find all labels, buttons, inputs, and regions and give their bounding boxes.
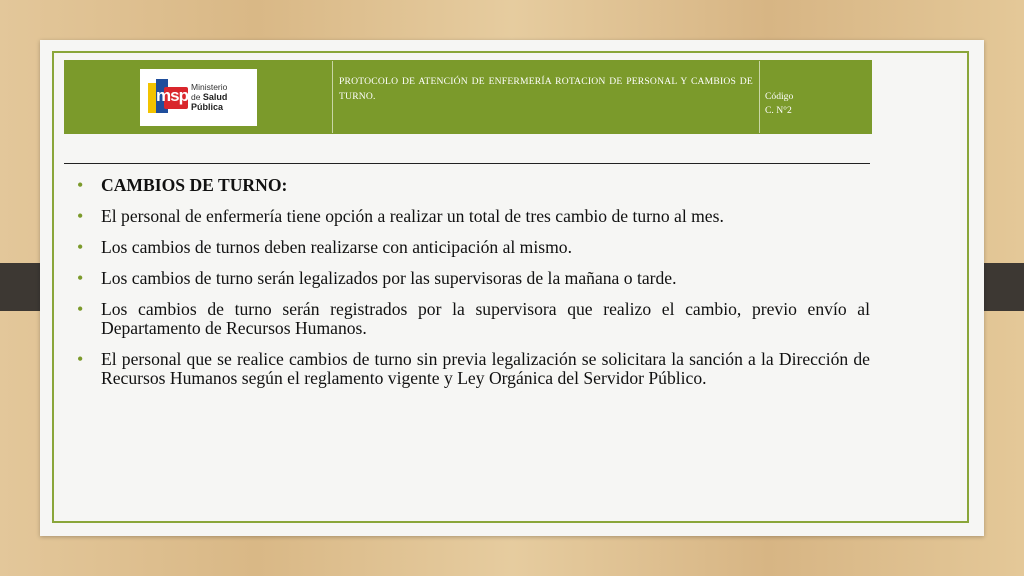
msp-logo-mark: msp (146, 77, 187, 117)
list-item: • Los cambios de turno serán registrados por la supervisora que realizo el cambio, previo envío al Departamento de Recursos Humanos. (60, 300, 870, 338)
divider-line (64, 163, 870, 164)
logo-cell (65, 61, 333, 133)
code-label: Código (765, 91, 794, 102)
list-item: • Los cambios de turno serán legalizados por las supervisoras de la mañana o tarde. (60, 269, 870, 288)
ministry-name: Ministerio de Salud Pública (191, 82, 228, 112)
code-value: C. N°2 (765, 105, 792, 116)
list-item-heading: • CAMBIOS DE TURNO: (60, 176, 870, 195)
list-item: • El personal que se realice cambios de turno sin previa legalización se solicitara la sanción a la Dirección de Recursos Humanos según el reglamento vigente y Ley Orgánica del Servidor Público. (60, 350, 870, 388)
protocol-header-table (64, 60, 872, 134)
protocol-title: PROTOCOLO DE ATENCIÓN DE ENFERMERÍA ROTACION DE PERSONAL Y CAMBIOS DE TURNO. (333, 61, 760, 133)
ministry-logo (140, 69, 257, 126)
list-item: • Los cambios de turnos deben realizarse con anticipación al mismo. (60, 238, 870, 257)
list-item: • El personal de enfermería tiene opción a realizar un total de tres cambio de turno al mes. (60, 207, 870, 226)
code-cell (760, 61, 871, 133)
bullet-list (60, 176, 870, 400)
